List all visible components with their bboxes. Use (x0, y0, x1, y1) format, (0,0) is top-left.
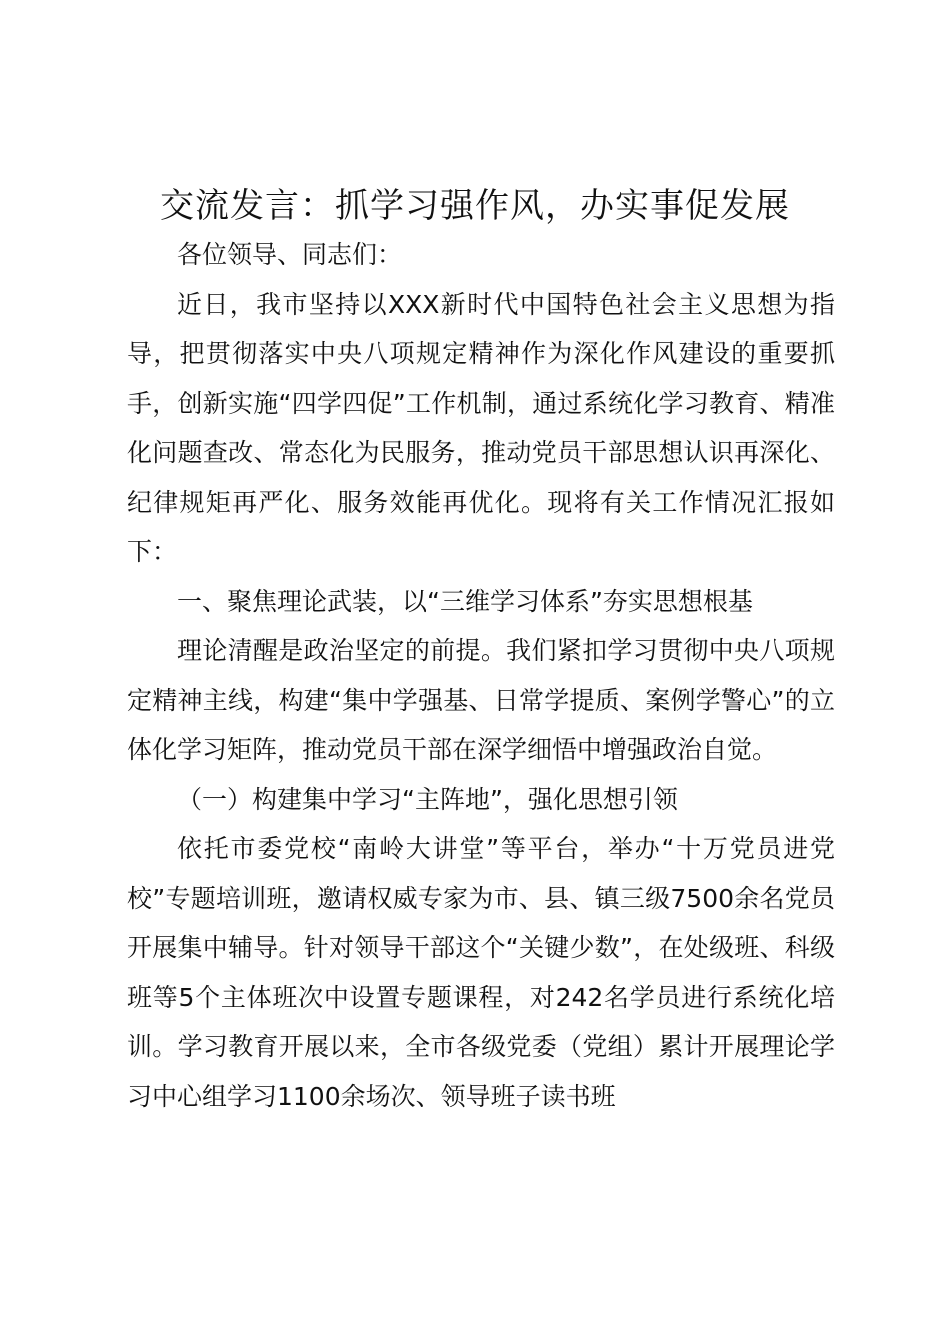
salutation: 各位领导、同志们： (177, 240, 403, 269)
section-heading-1: 一、聚焦理论武装，以“三维学习体系”夯实思想根基 (177, 586, 753, 616)
document-title: 交流发言：抓学习强作风，办实事促发展 (160, 186, 790, 226)
document-body (127, 230, 835, 1121)
subsection-1-paragraph: 依托市委党校“南岭大讲堂”等平台，举办“十万党员进党校”专题培训班，邀请权威专家为市、县、镇三级7500余名党员开展集中辅导。针对领导干部这个“关键少数”，在处级班、科级班等5个主体班次中设置专题课程，对242名学员进行系统化培训。学习教育开展以来，全市各级党委（党组）累计开展理论学习中心组学习1100余场次、领导班子读书班 (127, 834, 835, 1111)
section-1-paragraph: 理论清醒是政治坚定的前提。我们紧扣学习贯彻中央八项规定精神主线，构建“集中学强基、日常学提质、案例学警心”的立体化学习矩阵，推动党员干部在深学细悟中增强政治自觉。 (127, 636, 835, 764)
subsection-heading-1: （一）构建集中学习“主阵地”，强化思想引领 (177, 784, 678, 814)
intro-paragraph: 近日，我市坚持以XXX新时代中国特色社会主义思想为指导，把贯彻落实中央八项规定精神作为深化作风建设的重要抓手，创新实施“四学四促”工作机制，通过系统化学习教育、精准化问题查改、常态化为民服务，推动党员干部思想认识再深化、纪律规矩再严化、服务效能再优化。现将有关工作情况汇报如下： (127, 289, 835, 566)
